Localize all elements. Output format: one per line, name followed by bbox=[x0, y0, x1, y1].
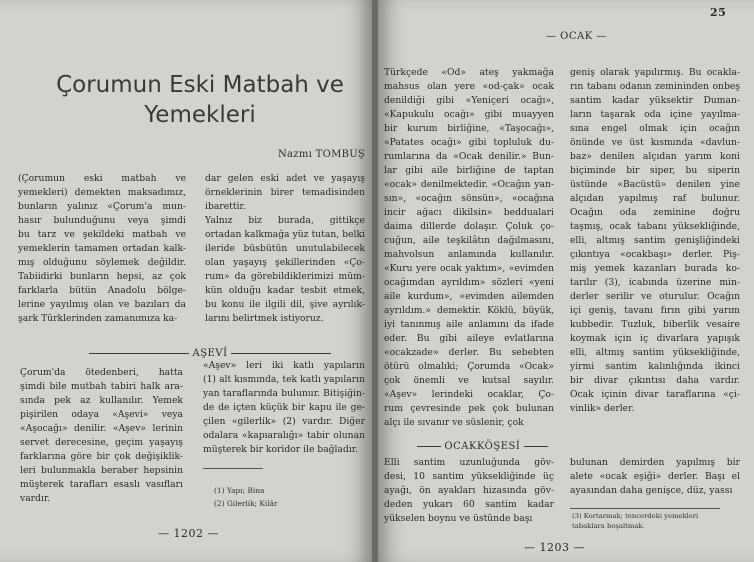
text-line: vardır. bbox=[20, 493, 51, 504]
text-line: ayrıldım.» demektir. Köklü, büyük, bbox=[384, 305, 554, 316]
text-line: «Kapukulu ocağı» gibi muayyen bbox=[384, 109, 554, 120]
text-line: tarılır (3), icabında üzerine min- bbox=[570, 277, 740, 288]
text-line: farklarla bütün Anadolu bölge- bbox=[18, 285, 186, 296]
text-line: yükselen boynu ve üstünde başı bbox=[384, 513, 533, 524]
text-line: Elli santim uzunluğunda göv- bbox=[384, 457, 554, 468]
text-line: dar gelen eski adet ve yaşayış bbox=[205, 173, 365, 184]
text-line: Yalnız biz burada, gittikçe bbox=[205, 215, 365, 226]
text-line: Tabiidirki bunların hepsi, az çok bbox=[18, 271, 186, 282]
text-line: taşmış, ocak tabanı yüksekliğinde, bbox=[570, 221, 740, 232]
ocak-column-1 bbox=[384, 66, 554, 430]
text-line: rum çevresinde pek çok bulunan bbox=[384, 403, 554, 414]
text-line: hasır bulunduğunu veya şimdi bbox=[18, 215, 186, 226]
intro-column-1 bbox=[18, 172, 186, 326]
ocakkosesi-heading-text: OCAKKÖŞESİ bbox=[444, 441, 521, 452]
text-line: ayağı, ön ayakları hizasında göv- bbox=[384, 485, 554, 496]
author-name: Nazmı TOMBUŞ bbox=[278, 149, 366, 160]
text-line: baz» denilen alçıdan yarım koni bbox=[570, 151, 740, 162]
text-line: bir kurum birliğine, «Taşocağı», bbox=[384, 123, 554, 134]
running-head: — OCAK — bbox=[546, 31, 607, 42]
article-title bbox=[40, 70, 360, 130]
text-line: bu konu ile ilgili dil, şive ayrılık- bbox=[205, 299, 365, 310]
text-line: ların taşarak oda içine yayılma- bbox=[570, 109, 740, 120]
text-line: şark Türklerinden zamanımıza ka- bbox=[18, 313, 178, 324]
text-line: vinlik» derler. bbox=[570, 403, 635, 414]
text-line: desi, 10 santim yüksekliğinde üç bbox=[384, 471, 554, 482]
text-line: müşterek tarafları esaslı vasıfları bbox=[20, 479, 183, 490]
text-line: elli, altmış santim yüksekliğinde, bbox=[570, 347, 740, 358]
text-line: ötürü olmalıki; Çorumda «Ocak» bbox=[384, 361, 554, 372]
text-line: alçı ile sıvanır ve süslenir, çok bbox=[384, 417, 524, 428]
text-line: ocağımdan ayrıldım» sözleri «yeni bbox=[384, 277, 554, 288]
text-line: Çorum'da ötedenberi, hatta bbox=[20, 367, 183, 378]
heading-rule-left bbox=[89, 353, 189, 354]
text-line: yirmi santim kalınlığında ikinci bbox=[570, 361, 740, 372]
text-line: elli, altmış santim genişliğindeki bbox=[570, 235, 740, 246]
text-line: koymak için iç divarlara yapışık bbox=[570, 333, 740, 344]
text-line: alçıdan yapılmış raf bulunur. bbox=[570, 193, 740, 204]
text-line: bunların yalınız «Çorum'a mun- bbox=[18, 201, 186, 212]
asevi-heading bbox=[70, 348, 350, 359]
footnote-1: (1) Yapı; Bina bbox=[214, 486, 265, 495]
corner-page-number: 25 bbox=[710, 6, 727, 19]
text-line: leri bulunmakla beraber hepsinin bbox=[20, 465, 183, 476]
text-line: derler serilir ve oturulur. Ocağın bbox=[570, 291, 740, 302]
text-line: ibarettir. bbox=[205, 201, 246, 212]
ocakkosesi-column-2 bbox=[570, 456, 740, 498]
text-line: eder. Bu gibi aileye evlatlarına bbox=[384, 333, 554, 344]
text-line: şimdi bile mutbah tabiri halk ara- bbox=[20, 381, 183, 392]
text-line: mahvolsun anlamında kullanılır. bbox=[384, 249, 554, 260]
text-line: daima dillerde dolaşır. Çoluk ço- bbox=[384, 221, 554, 232]
text-line: (Çorumun eski matbah ve bbox=[18, 173, 186, 184]
text-line: «ocakzade» derler. Bu sebebten bbox=[384, 347, 554, 358]
text-line: içi geniş, tavanı fırın gibi yarım bbox=[570, 305, 740, 316]
text-line: ayasından daha genişce, düz, yassı bbox=[570, 485, 733, 496]
text-line: denildiği gibi «Yeniçeri ocağı», bbox=[384, 95, 554, 106]
text-line: deden yukarı 60 santim kadar bbox=[384, 499, 554, 510]
text-line: mahsus olan yere «od-çak» ocak bbox=[384, 81, 554, 92]
text-line: sına engel olmak için ocağın bbox=[570, 123, 740, 134]
text-line: bir divar çıkıntısı daha vardır. bbox=[570, 375, 740, 386]
text-line: cuğun, aile teşkilâtın dağılmasını, bbox=[384, 235, 554, 246]
text-line: incir ağacı dikilsin» beddualari bbox=[384, 207, 554, 218]
text-line: Türkçede «Od» ateş yakmağa bbox=[384, 67, 554, 78]
text-line: (1) alt kısmında, tek katlı yapıların bbox=[203, 374, 365, 385]
text-line: Ocak içinin divar taraflarına «çi- bbox=[570, 389, 740, 400]
heading-rule-right bbox=[524, 446, 548, 447]
text-line: odalara «kapıaralığı» tabir olunan bbox=[203, 430, 365, 441]
text-line: rum» da görebildiklerimizi müm- bbox=[205, 271, 365, 282]
text-line: ileride büsbütün unutulabilecek bbox=[205, 243, 365, 254]
text-line: farklarına göre bir çok değişiklik- bbox=[20, 451, 183, 462]
text-line: geniş olarak yapılırmış. Bu ocakla- bbox=[570, 67, 740, 78]
text-line: müşterek bir koridor ile bağladır. bbox=[203, 444, 359, 455]
title-line-2: Yemekleri bbox=[144, 102, 256, 128]
text-line: larını belirtmek istiyoruz. bbox=[205, 313, 324, 324]
footnote-rule bbox=[203, 468, 263, 469]
ocakkosesi-heading bbox=[408, 441, 548, 452]
text-line: mış olduğunu söylemek değildir. bbox=[18, 257, 186, 268]
page-number-left: — 1202 — bbox=[158, 527, 219, 540]
asevi-heading-text: AŞEVİ bbox=[192, 348, 228, 359]
text-line: bu tarz ve şekildeki matbah ve bbox=[18, 229, 186, 240]
heading-rule-right bbox=[231, 353, 331, 354]
text-line: «Patates ocağı» gibi topluluk du- bbox=[384, 137, 554, 148]
page-number-right: — 1203 — bbox=[524, 541, 585, 554]
text-line: iyi tanınmış aile anlamını da ifade bbox=[384, 319, 554, 330]
text-line: miş yemek kazanları burada ko- bbox=[570, 263, 740, 274]
text-line: pişirilen odaya «Aşevi» veya bbox=[20, 409, 183, 420]
text-line: ortadan kalkmağa yüz tutan, belki bbox=[205, 229, 365, 240]
ocak-column-2 bbox=[570, 66, 740, 416]
text-line: önünde ve üst kısmında «davlun- bbox=[570, 137, 740, 148]
intro-column-2 bbox=[205, 172, 365, 326]
text-line: aile kurdum», «evimden ailemden bbox=[384, 291, 554, 302]
text-line: «ocak» denilmektedir. «Ocağın yan- bbox=[384, 179, 554, 190]
right-page bbox=[378, 0, 754, 562]
text-line: de de içten küçük bir kapu ile ge- bbox=[203, 402, 365, 413]
heading-rule-left bbox=[417, 446, 441, 447]
text-line: çıkıntıya «ocakbaşı» derler. Piş- bbox=[570, 249, 740, 260]
text-line: santim kadar yüksektir Duman- bbox=[570, 95, 740, 106]
footnotes-left bbox=[214, 484, 278, 510]
text-line: «Aşocağı» denilir. «Aşev» lerinin bbox=[20, 423, 183, 434]
text-line: üstünde «Bacüstü» denilen yine bbox=[570, 179, 740, 190]
text-line: olan yaşayış şekillerinden «Ço- bbox=[205, 257, 365, 268]
footnote-3-line-1: (3) Kortarmak; tencerdeki yemekleri bbox=[572, 512, 699, 520]
text-line: sın», «ocağın sönsün», «ocağına bbox=[384, 193, 554, 204]
text-line: çok önemli ve kutsal sayılır. bbox=[384, 375, 554, 386]
text-line: kubbedir. Tuzluk, biberlik vesaire bbox=[570, 319, 740, 330]
title-line-1: Çorumun Eski Matbah ve bbox=[56, 72, 344, 98]
left-page bbox=[0, 0, 372, 562]
text-line: sında pek az kullanılır. Yemek bbox=[20, 395, 183, 406]
ocakkosesi-column-1 bbox=[384, 456, 554, 526]
text-line: «Aşev» lerindeki ocaklar, Ço- bbox=[384, 389, 554, 400]
text-line: lar gibi aile birliğine de taptan bbox=[384, 165, 554, 176]
text-line: alete «ocak eşiği» derler. Başı el bbox=[570, 471, 740, 482]
text-line: yan taraflarında bulunur. Bitişiğin- bbox=[203, 388, 365, 399]
text-line: bulunan demirden yapılmış bir bbox=[570, 457, 740, 468]
footnote-rule bbox=[570, 508, 720, 509]
footnote-right bbox=[572, 511, 698, 531]
asevi-column-1 bbox=[20, 366, 183, 506]
footnote-3-line-2: tabaklara boşaltmak. bbox=[572, 522, 645, 530]
text-line: biçiminde bir siper, bu siperin bbox=[570, 165, 740, 176]
text-line: lerine yayılmış olan ve bazıları da bbox=[18, 299, 186, 310]
footnote-2: (2) Gilerlik; Kilâr bbox=[214, 499, 278, 508]
text-line: yemeklerin tamamen ortadan kalk- bbox=[18, 243, 186, 254]
text-line: «Kuru yere ocak yaktım», «evimden bbox=[384, 263, 554, 274]
text-line: çilen «gilerlik» (2) vardır. Diğer bbox=[203, 416, 365, 427]
asevi-column-2 bbox=[203, 359, 365, 457]
text-line: örneklerinin birer temadisinden bbox=[205, 187, 365, 198]
text-line: servet derecesine, geçim yaşayış bbox=[20, 437, 183, 448]
text-line: rumlarına da «Ocak denilir.» Bun- bbox=[384, 151, 554, 162]
text-line: kün olduğu kadar tesbit etmek, bbox=[205, 285, 365, 296]
text-line: rın tabanı odanın zemininden onbeş bbox=[570, 81, 740, 92]
text-line: yemekleri) demekten maksadımız, bbox=[18, 187, 186, 198]
text-line: «Aşev» leri iki katlı yapıların bbox=[203, 360, 365, 371]
text-line: Ocağın oda zeminine doğru bbox=[570, 207, 740, 218]
